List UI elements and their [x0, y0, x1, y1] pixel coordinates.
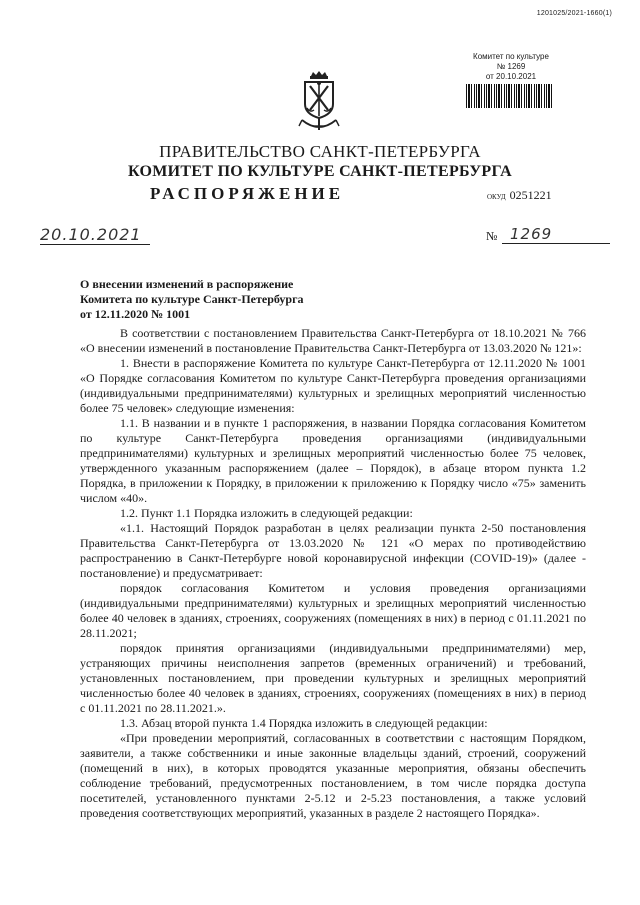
- paragraph: 1.2. Пункт 1.1 Порядка изложить в следующей редакции:: [120, 506, 413, 520]
- number-label: №: [486, 229, 498, 243]
- paragraph: 1.1. В названии и в пункте 1 распоряжения, в названии Порядка согласования Комитетом по культуре Санкт-Петербурга проведения организациями (индивидуальными предпринимателями) культурных и зрелищных мероприятий численностью более 75 человек, утвержденного указанным распоряжением (далее – Порядок), в абзаце втором пункта 1.2 Порядка, в приложении к Порядку, в приложении к приложению к Порядку число «75» заменить числом «40».: [80, 416, 586, 505]
- paragraph: порядок согласования Комитетом и условия проведения организациями (индивидуальными предпринимателями) культурных и зрелищных мероприятий численностью более 40 человек в зданиях, строениях, сооружениях (помещениях в них) в период с 01.11.2021 по 28.11.2021;: [80, 581, 586, 640]
- paragraph: В соответствии с постановлением Правительства Санкт-Петербурга от 18.10.2021 № 766 «О внесении изменений в постановление Правительства Санкт-Петербурга от 13.03.2020 № 121»:: [80, 326, 586, 355]
- committee-title: КОМИТЕТ ПО КУЛЬТУРЕ САНКТ-ПЕТЕРБУРГА: [127, 163, 513, 180]
- document-body: [80, 326, 586, 821]
- okud-value: 0251221: [509, 188, 552, 202]
- subject-line: О внесении изменений в распоряжение: [80, 277, 294, 291]
- government-title: ПРАВИТЕЛЬСТВО САНКТ-ПЕТЕРБУРГА: [159, 142, 481, 161]
- okud-label: ОКУД: [487, 193, 506, 201]
- stamp-number: № 1269: [496, 62, 526, 71]
- okud-code: [487, 188, 552, 203]
- handwritten-number: 1269: [502, 225, 610, 244]
- paragraph: порядок принятия организациями (индивидуальными предпринимателями) мер, устраняющих причины неисполнения запретов (временных ограничений) и требований, установленных постановлением, при проведении культурных и зрелищных мероприятий численностью более 40 человек в зданиях, строениях, сооружениях (помещениях в них) в период с 01.11.2021 по 28.11.2021.».: [80, 641, 586, 715]
- document-type-title: РАСПОРЯЖЕНИЕ: [150, 184, 345, 203]
- document-subject: [80, 277, 304, 322]
- paragraph: «1.1. Настоящий Порядок разработан в целях реализации пункта 2-50 постановления Правительства Санкт-Петербурга от 13.03.2020 № 121 «О мерах по противодействию распространению в Санкт-Петербурге новой коронавирусной инфекции (COVID-19)» (далее - постановление) и предусматривает:: [80, 521, 586, 580]
- stamp-date: от 20.10.2021: [485, 72, 537, 81]
- subject-line: Комитета по культуре Санкт-Петербурга: [80, 292, 304, 306]
- handwritten-date: 20.10.2021: [40, 225, 150, 245]
- paragraph: 1. Внести в распоряжение Комитета по культуре Санкт-Петербурга от 12.11.2020 № 1001 «О Порядке согласования Комитетом по культуре Санкт-Петербурга проведения организациями (индивидуальными предпринимателями) культурных и зрелищных мероприятий численностью более 75 человек» следующие изменения:: [80, 356, 586, 415]
- coat-of-arms-icon: [296, 70, 342, 136]
- registration-stamp: [466, 52, 556, 108]
- document-registration-number: 1201025/2021-1660(1): [536, 10, 612, 17]
- barcode: [466, 84, 552, 108]
- subject-line: от 12.11.2020 № 1001: [80, 307, 191, 321]
- paragraph: 1.3. Абзац второй пункта 1.4 Порядка изложить в следующей редакции:: [120, 716, 488, 730]
- stamp-organization: Комитет по культуре: [473, 52, 549, 61]
- paragraph: «При проведении мероприятий, согласованных в соответствии с настоящим Порядком, заявители, а также собственники и иные законные владельцы зданий, строений, сооружений (помещений в них), в которых проводятся указанные мероприятия, обязаны обеспечить соблюдение требований, предусмотренных постановлением, в том числе порядка доступа посетителей, установленного пунктами 2-5.12 и 2-5.23 постановления, а также условий проведения соответствующих мероприятий, указанных в разделе 2 настоящего Порядка».: [80, 731, 586, 820]
